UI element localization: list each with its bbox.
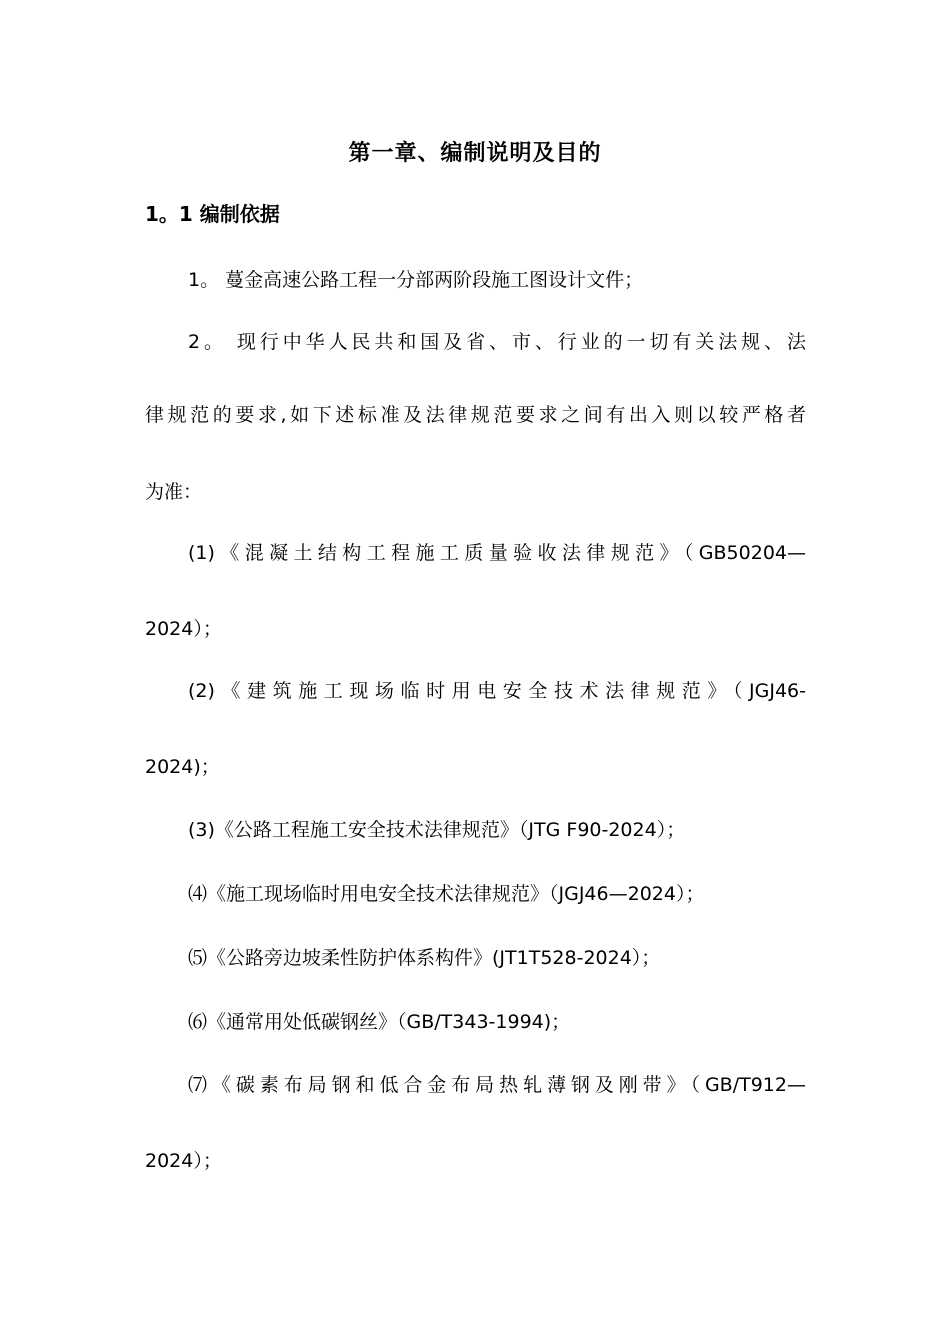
section-heading: 1。1 编制依据 <box>145 202 280 226</box>
chapter-title: 第一章、编制说明及目的 <box>348 141 602 166</box>
standard-6: ⑹《通常用处低碳钢丝》（GB/T343-1994)； <box>188 1011 571 1033</box>
standard-1-line-2: 2024）； <box>145 618 222 640</box>
standard-1-line-1: (1)《混凝土结构工程施工质量验收法律规范》（GB50204— <box>188 542 806 564</box>
standard-5: ⑸《公路旁边坡柔性防护体系构件》(JT1T528-2024）； <box>188 947 661 969</box>
standard-7-line-1: ⑺《碳素布局钢和低合金布局热轧薄钢及刚带》（GB/T912— <box>188 1074 806 1096</box>
standard-3: (3)《公路工程施工安全技术法律规范》（JTG F90-2024）； <box>188 819 686 841</box>
item-2-line-3: 为准： <box>145 481 203 503</box>
standard-4: ⑷《施工现场临时用电安全技术法律规范》（JGJ46—2024）； <box>188 883 705 905</box>
item-1: 1。 蔓金高速公路工程一分部两阶段施工图设计文件； <box>188 269 644 291</box>
item-2-line-2: 律规范的要求,如下述标准及法律规范要求之间有出入则以较严格者 <box>145 404 806 426</box>
standard-2-line-1: (2)《建筑施工现场临时用电安全技术法律规范》（JGJ46- <box>188 680 806 702</box>
standard-7-line-2: 2024）； <box>145 1150 222 1172</box>
item-2-line-1: 2。 现行中华人民共和国及省、市、行业的一切有关法规、法 <box>188 331 806 353</box>
standard-2-line-2: 2024)； <box>145 756 220 778</box>
